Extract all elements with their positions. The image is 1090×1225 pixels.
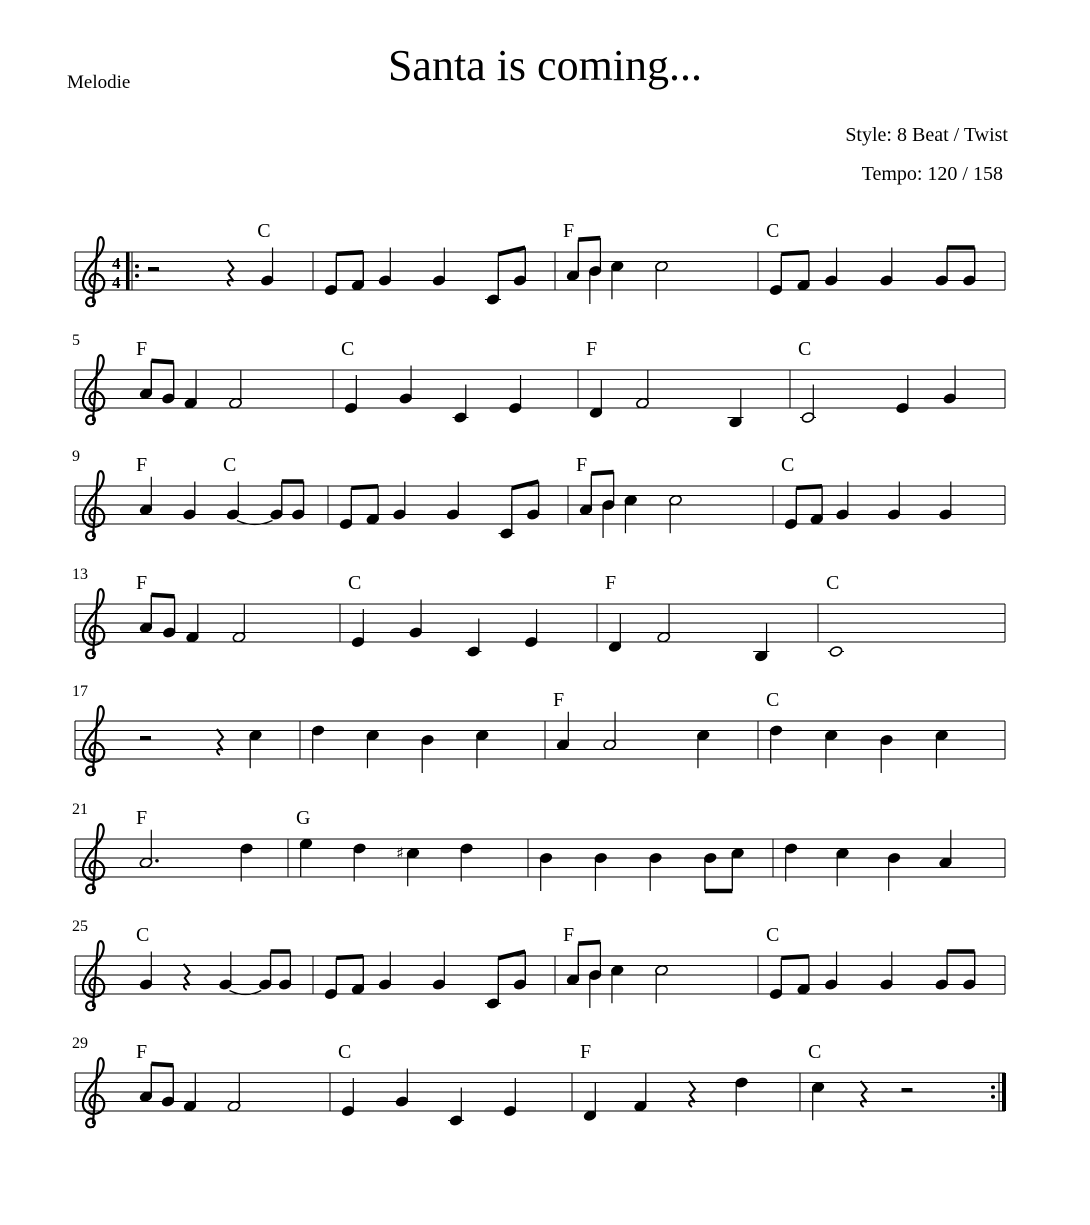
repeat-start-thick [126,252,130,290]
quarter-rest [184,964,190,990]
chord-symbol: C [257,220,271,242]
staff-system-3 [72,448,1005,540]
staff-system-2 [72,332,1005,428]
chord-symbol: C [341,338,355,360]
beam [578,238,600,240]
treble-clef-icon [83,941,104,1010]
quarter-rest [689,1081,695,1107]
chord-symbol: F [136,338,148,360]
repeat-dot [991,1095,995,1099]
time-signature-bottom: 4 [112,273,121,292]
staff-system-8 [72,1035,1006,1127]
measure-number: 29 [72,1035,88,1052]
beam [151,595,174,597]
chord-symbol: F [576,454,588,476]
beam [336,252,363,254]
half-rest [140,736,151,740]
staff-system-7 [72,918,1005,1010]
measure-number: 13 [72,566,88,583]
note-head [829,646,843,658]
beam [151,1064,173,1066]
chord-symbol: C [826,572,840,594]
measure-number: 17 [72,683,88,700]
beam [336,956,363,958]
measure-number: 25 [72,918,88,935]
chord-symbol: C [338,1041,352,1063]
repeat-dot [135,274,139,278]
chord-symbol: C [766,220,780,242]
treble-clef-icon [83,471,104,540]
quarter-rest [228,260,234,286]
beam [781,956,809,958]
beam [578,942,600,944]
measure-number: 5 [72,332,80,349]
treble-clef-icon [83,706,104,775]
final-barline [1002,1073,1006,1111]
treble-clef-icon [83,824,104,893]
chord-symbol: F [136,454,148,476]
treble-clef-icon [83,1058,104,1127]
chord-symbol: C [766,924,780,946]
staff-system-1 [75,220,1005,306]
chord-symbol: F [136,572,148,594]
time-signature-top: 4 [112,254,121,273]
chord-symbol: C [766,689,780,711]
augmentation-dot [155,859,159,863]
chord-symbol: F [563,220,575,242]
staff-system-5 [72,683,1005,775]
beam [351,486,378,488]
beam [498,952,525,959]
chord-symbol: F [136,1041,148,1063]
treble-clef-icon [83,237,104,306]
chord-symbol: F [605,572,617,594]
measure-number: 21 [72,801,88,818]
beam [591,472,613,474]
quarter-rest [217,729,223,755]
chord-symbol: F [136,807,148,829]
repeat-dot [135,264,139,268]
chord-symbol: F [563,924,575,946]
chord-symbol: C [136,924,150,946]
chord-symbol: C [808,1041,822,1063]
chord-symbol: C [798,338,812,360]
chord-symbol: F [586,338,598,360]
beam [796,486,822,488]
chord-symbol: C [348,572,362,594]
song-title: Santa is coming... [387,41,703,90]
half-rest [902,1088,913,1092]
repeat-dot [991,1085,995,1089]
instrument-label: Melodie [67,72,131,93]
quarter-rest [861,1081,867,1107]
beam [151,361,173,363]
beam [498,248,525,255]
treble-clef-icon [83,589,104,658]
style-label: Style: 8 Beat / Twist [845,124,1008,146]
chord-symbol: C [781,454,795,476]
staff-system-6 [72,801,1005,893]
chord-symbol: C [223,454,237,476]
sharp-accidental: ♯ [396,843,404,863]
treble-clef-icon [83,355,104,424]
beam [512,482,539,489]
measure-number: 9 [72,448,80,465]
chord-symbol: F [553,689,565,711]
chord-symbol: F [580,1041,592,1063]
beam [781,252,809,254]
staff-system-4 [72,566,1005,662]
chord-symbol: G [296,807,311,829]
half-rest [148,267,159,271]
tempo-label: Tempo: 120 / 158 [861,163,1003,185]
